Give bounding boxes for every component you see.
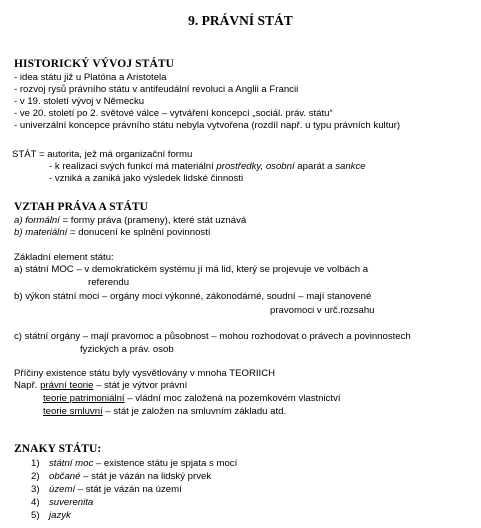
line-20-stoleti: - ve 20. století po 2. světové válce – vytváření koncepcí „sociál. práv. státu“	[14, 108, 333, 119]
line-materialni: b) materiální = donucení ke splnění povinností	[14, 227, 211, 238]
line-formalni: a) formální = formy práva (prameny), které stát uznává	[14, 215, 247, 226]
page-title: 9. PRÁVNÍ STÁT	[188, 13, 293, 28]
list-num: 5)	[31, 510, 40, 521]
line-teorie-patrimonialni: teorie patrimoniální – vládní moc založená na pozemkovém vlastnictví	[43, 393, 341, 404]
line-priciny: Příčiny existence státu byly vysvětlovány v mnoha TEORIICH	[14, 368, 276, 379]
list-item: státní moc – existence státu je spjata s mocí	[49, 458, 238, 469]
line-rozvoj: - rozvoj rysů právního státu v antifeudální revoluci a Anglii a Francii	[14, 84, 299, 95]
line-vykon-moci: b) výkon státní moci – orgány moci výkonné, zákonodárné, soudní – mají stanovené	[14, 291, 372, 302]
line-pravni-teorie: Např. právní teorie – stát je výtvor právní	[14, 380, 188, 391]
line-teorie-smluvni: teorie smluvní – stát je založen na smluvním základu atd.	[43, 406, 287, 417]
line-statni-organy: c) státní orgány – mají pravomoc a působnost – mohou rozhodovat o právech a povinnostech	[14, 331, 411, 342]
heading-historicky-vyvoj: HISTORICKÝ VÝVOJ STÁTU	[14, 58, 175, 70]
list-num: 4)	[31, 497, 40, 508]
list-item: občané – stát je vázán na lidský prvek	[49, 471, 212, 482]
line-stat-vznika: - vzniká a zaniká jako výsledek lidské činnosti	[49, 173, 244, 184]
line-pravomoci: pravomoci v urč.rozsahu	[270, 305, 375, 316]
line-stat-realizace: - k realizaci svých funkcí má materiální prostředky, osobní aparát a sankce	[49, 161, 366, 172]
list-num: 1)	[31, 458, 40, 469]
line-univerzalni: - univerzální koncepce právního státu nebyla vytvořena (rozdíl např. u typu právních kultur)	[14, 120, 401, 131]
line-19-stoleti: - v 19. století vývoj v Německu	[14, 96, 145, 107]
list-item: suverenita	[49, 497, 94, 508]
list-item: území – stát je vázán na území	[49, 484, 182, 495]
line-idea: - idea státu již u Platóna a Aristotela	[14, 72, 167, 83]
list-num: 3)	[31, 484, 40, 495]
line-stat-autorita: STÁT = autorita, jež má organizační formu	[12, 149, 193, 160]
list-item: jazyk	[49, 510, 71, 521]
line-fyzickych: fyzických a práv. osob	[80, 344, 174, 355]
list-num: 2)	[31, 471, 40, 482]
line-referendu: referendu	[88, 277, 130, 288]
line-zakladni-element: Základní element státu:	[14, 252, 114, 263]
line-statni-moc: a) státní MOC – v demokratickém systému jí má lid, který se projevuje ve volbách a	[14, 264, 369, 275]
heading-znaky-statu: ZNAKY STÁTU:	[14, 443, 102, 455]
heading-vztah-prava: VZTAH PRÁVA A STÁTU	[14, 201, 149, 213]
